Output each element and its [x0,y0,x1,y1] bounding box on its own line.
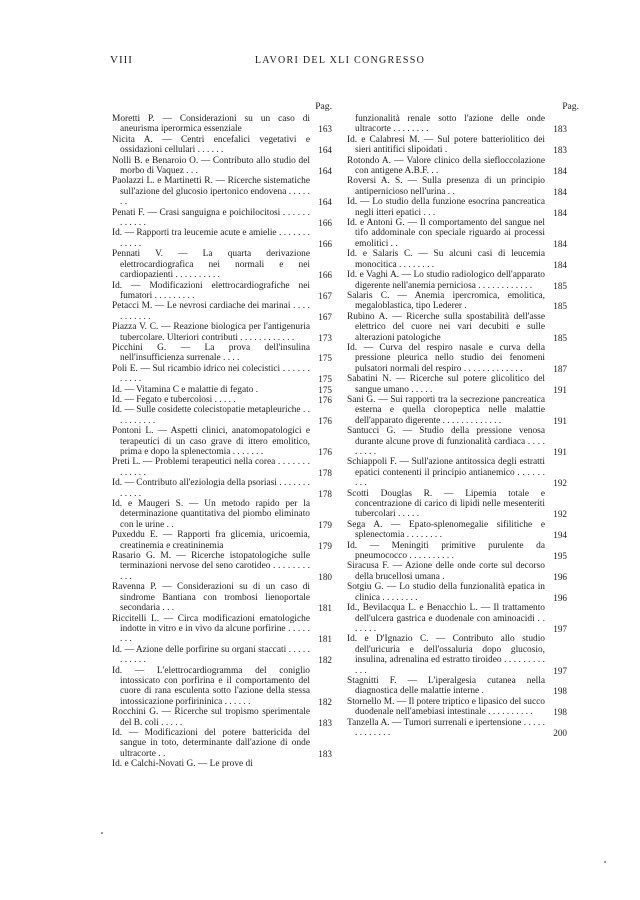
index-entry [347,197,567,218]
entry-text: Sotgiu G. — Lo studio della funzionalità epatica in clinica . . . . . . . . [347,582,545,603]
entry-text: Rasario G. M. — Ricerche istopatologiche sulle terminazioni nervose del seno carotideo . . . . . . . . . . . [112,551,310,582]
index-column-right [347,100,579,738]
entry-text: Sani G. — Sui rapporti tra la secrezione pancreatica esterna e quella cloropeptica nelle malattie dell'apparato digerente . . . . . . . . . . . . . [347,394,545,426]
entry-text: Id. — Modificazioni elettrocardiografiche nei fumatori . . . . . . . . . [112,280,310,301]
index-entry [347,676,567,697]
index-entry [347,426,567,457]
entry-text: Id. — Rapporti tra leucemie acute e amielie . . . . . . . . . . . . [112,228,310,249]
paper-speck [604,861,606,863]
entry-text: Scotti Douglas R. — Lipemia totale e concentrazione di carico di lipidi nelle mesenteriti tubercolari . . . . . [347,488,545,520]
entry-page-number: 200 [553,727,567,738]
index-entry [112,582,332,613]
entry-text: Id. — Sulle cosidette colecistopatie metapleuriche . . . . . . . . . . [112,405,310,426]
index-entry [347,374,567,395]
entry-page-number: 184 [553,259,567,270]
entry-page-number: 176 [318,415,332,426]
index-entry [112,405,332,426]
entry-text: Petacci M. — Le nevrosi cardiache dei marinai . . . . . . . . . . . [112,301,310,322]
index-entry [112,281,332,302]
entry-text: Id. — Lo studio della funzione esocrina pancreatica negli itteri epatici . . . [347,197,545,218]
index-entry [112,478,332,499]
index-entry [347,561,567,582]
entry-page-number: 192 [553,509,567,520]
index-entry [112,499,332,530]
entry-text: Stagnitti F. — L'iperalgesia cutanea nella diagnostica delle malattie interne . [347,675,545,697]
entry-text: Moretti P. — Considerazioni su un caso di aneurisma iperormica essenziale [112,114,310,135]
entry-page-number: 195 [553,551,567,562]
index-entry [347,697,567,718]
entry-text: Roversi A. S. — Sulla presenza di un principio antipernicioso nell'urina . . [347,176,545,197]
index-entry [112,176,332,207]
index-entry [112,135,332,156]
index-entry [112,322,332,343]
index-entry [112,208,332,229]
right-entries [347,114,567,738]
index-entry [347,520,567,541]
running-title: LAVORI DEL XLI CONGRESSO [254,55,426,66]
index-entry [347,249,567,270]
entry-text: funzionalità renale sotto l'azione delle onde ultracorte . . . . . . . . [355,114,545,135]
entry-text: Id. e Antoni G. — Il comportamento del sangue nel tifo addominale con speciale riguardo ai processi emolitici . . [347,218,545,249]
index-entry [347,718,567,739]
entry-page-number: 183 [553,145,567,156]
index-entry [347,395,567,426]
entry-text: Salaris C. — Anemia ipercromica, emolitica, megaloblastica, tipo Lederer . [347,290,545,312]
entry-page-number: 179 [318,519,332,530]
entry-page-number: 178 [318,488,332,499]
entry-text: Pennati V. — La quarta derivazione elettrocardiografica nei normali e nei cardiopazienti . . . . . . . . . . [112,249,310,281]
entry-text: Rubino A. — Ricerche sulla spostabilità dell'asse elettrico del cuore nei vari decubiti e sulle alterazioni patologiche [347,311,545,343]
entry-page-number: 166 [318,218,332,229]
index-entry [347,541,567,562]
entry-page-number: 197 [553,623,567,634]
page-number: VIII [110,54,133,66]
entry-text: Puxeddu E. — Rapporti fra glicemia, uricoemia, creatinemia e creatininemia [112,530,310,551]
entry-text: Id. — L'elettrocardiogramma del coniglio intossicato con porfirina e il comportamento del cuore di rana esculenta sotto l'azione della stessa intossicazione porfirininica . . . . . . [112,665,310,707]
index-entry [347,114,567,135]
index-entry [112,156,332,177]
entry-text: Picchini G. — La prova dell'insulina nell'insufficienza surrenale . . . . [112,342,310,364]
entry-text: Rotondo A. — Valore clinico della siefloccolazione con antigene A.B.F. . . [347,155,545,177]
entry-page-number: 173 [318,332,332,343]
entry-page-number: 176 [318,447,332,457]
entry-page-number: 183 [318,717,332,728]
index-entry [112,343,332,364]
index-column-left [112,100,332,770]
entry-text: Id. e D'Ignazio C. — Contributo allo studio dell'uricuria e dell'ossaluria dopo glucosio, insulina, adrenalina ed estratto tiroideo . . . . . . . . . . . . [347,634,545,676]
entry-text: Id. — Modificazioni del potere battericida del sangue in toto, determinante dall'azione di onde ultracorte . . [112,727,310,759]
index-entry [112,301,332,322]
entry-text: Schiappoli F. — Sull'azione antitossica degli estratti epatici contenenti il principio antianemico . . . . . . . . . [347,457,545,489]
index-entry [347,291,567,312]
entry-text: Riccitelli L. — Circa modificazioni ematologiche indotte in vitro e in vivo da alcune porfirine . . . . . . . . [112,613,310,645]
entry-page-number: 184 [553,238,567,249]
entry-text: Siracusa F. — Azione delle onde corte sul decorso della brucellosi umana . [347,561,545,582]
entry-text: Id. e Calabresi M. — Sul potere batteriolitico dei sieri antitifici slipoidati . [347,134,545,156]
entry-page-number: 184 [553,166,567,177]
entry-page-number: 181 [318,634,332,645]
entry-page-number: 175 [318,353,332,364]
pag-label-right: Pag. [562,101,579,112]
entry-page-number: 196 [553,571,567,582]
index-entry [112,457,332,478]
entry-text: Id. — Curva del respiro nasale e curva della pressione pleurica nello studio dei fenomeni pulsatori normali del respiro . . . . . . . . . . . . . [347,342,545,374]
entry-text: Nicita A. — Centri encefalici vegetativi e ossidazioni cellulari . . . . . . [112,134,310,156]
index-entry [347,489,567,520]
index-entry [112,530,332,551]
index-entry [347,343,567,374]
index-entry [347,176,567,197]
entry-page-number: 176 [318,394,332,405]
entry-page-number: 198 [553,686,567,697]
entry-text: Id. e Salaris C. — Su alcuni casi di leucemia monocitica . . . . . . . . [347,249,545,270]
entry-text: Paolazzi L. e Martinetti R. — Ricerche sistematiche sull'azione del glucosio ipertonico endovena . . . . . . . [112,176,310,208]
entry-text: Id. e Vaghi A. — Lo studio radiologico dell'apparato digerente nell'anemia perniciosa . . . . . . . . . . . . [347,270,545,291]
paper-speck [101,832,103,834]
index-entry [347,634,567,676]
entry-text: Id. e Calchi-Novati G. — Le prove di [112,759,253,770]
entry-page-number: 184 [553,207,567,218]
entry-text: Stornello M. — Il potere triptico e lipasico del succo duodenale nell'amebiasi intestinale . . . . . . . . . . [347,696,545,718]
entry-page-number: 163 [318,124,332,135]
entry-page-number: 194 [553,530,567,541]
entry-text: Poli E. — Sul ricambio idrico nei colecistici . . . . . . . . . . . [112,363,310,385]
index-entry [112,645,332,666]
entry-text: Santucci G. — Studio della pressione venosa durante alcune prove di funzionalità cardiaca . . . . . . . . . [347,426,545,457]
entry-page-number: 198 [553,707,567,718]
entry-text: Pontoni L. — Aspetti clinici, anatomopatologici e terapeutici di un caso grave di ittero emolitico, prima e dopo la splenectomia . . . . . . . [112,426,310,457]
entry-page-number: 191 [553,447,567,457]
entry-page-number: 178 [318,467,332,478]
index-entry [112,759,332,769]
left-entries [112,114,332,770]
entry-page-number: 167 [318,290,332,301]
index-entry [112,426,332,457]
entry-text: Sega A. — Epato-splenomegalie sifilitiche e splenectomia . . . . . . . . [347,519,545,541]
entry-page-number: 185 [553,280,567,291]
entry-page-number: 183 [553,124,567,135]
entry-page-number: 187 [553,363,567,374]
entry-text: Id. — Contributo all'eziologia della psoriasi . . . . . . . . . . . . [112,478,310,499]
entry-text: Id., Bevilacqua L. e Benacchio L. — Il trattamento dell'ulcera gastrica e duodenale con aminoacidi . . . . . . . [347,603,545,634]
entry-page-number: 182 [318,696,332,707]
entry-text: Ravenna P. — Considerazioni su di un caso di sindrome Bantiana con trombosi lienoportale secondaria . . . [112,582,310,614]
entry-page-number: 166 [318,238,332,249]
entry-page-number: 183 [318,748,332,759]
index-entry [112,551,332,582]
entry-text: Rocchini G. — Ricerche sul tropismo sperimentale del B. coli . . . . . [112,707,310,728]
index-entry [347,603,567,634]
index-entry [112,385,332,395]
entry-page-number: 196 [553,592,567,603]
entry-text: Nolli B. e Benaroio O. — Contributo allo studio del morbo di Vaquez . . . [112,155,310,177]
index-entry [112,707,332,728]
index-entry [112,614,332,645]
entry-text: Id. e Maugeri S. — Un metodo rapido per la determinazione quantitativa del piombo eliminato con le urine . . [112,499,310,530]
entry-text: Id. — Azione delle porfirine su organi staccati . . . . . . . . . . . [112,644,310,666]
index-entry [347,582,567,603]
entry-page-number: 164 [318,166,332,177]
entry-page-number: 164 [318,197,332,208]
entry-page-number: 175 [318,374,332,385]
entry-page-number: 191 [553,415,567,426]
entry-page-number: 175 [318,384,332,395]
entry-page-number: 180 [318,571,332,582]
entry-page-number: 197 [553,665,567,676]
entry-text: Piazza V. C. — Reazione biologica per l'antigenuria tubercolare. Ulteriori contributi . . . . . . . . . . . . [112,322,310,343]
index-entry [347,457,567,488]
entry-page-number: 181 [318,603,332,614]
entry-text: Penati F. — Crasi sanguigna e poichilocitosi . . . . . . . . . . . . [112,207,310,229]
entry-page-number: 185 [553,301,567,312]
page-header [110,54,570,74]
index-entry [112,395,332,405]
entry-page-number: 192 [553,478,567,489]
entry-page-number: 182 [318,655,332,666]
index-entry [347,218,567,249]
pag-label-left: Pag. [315,101,332,112]
entry-page-number: 179 [318,540,332,551]
index-entry [112,364,332,385]
entry-page-number: 164 [318,145,332,156]
index-entry [112,228,332,249]
index-entry [112,114,332,135]
entry-page-number: 184 [553,186,567,197]
index-entry [347,312,567,343]
index-entry [347,270,567,291]
entry-page-number: 185 [553,332,567,343]
entry-text: Preti L. — Problemi terapeutici nella corea . . . . . . . . . . . . . [112,457,310,478]
entry-page-number: 166 [318,270,332,281]
entry-text: Id. — Meningiti primitive purulente da pneumococco . . . . . . . . . . [347,540,545,562]
index-entry [112,666,332,708]
index-entry [347,156,567,177]
entry-text: Sabatini N. — Ricerche sul potere glicolitico del sangue umano . . . . . [347,374,545,395]
index-entry [112,249,332,280]
index-entry [112,728,332,759]
entry-text: Id. — Fegato e tubercolosi . . . . . [112,394,236,405]
entry-page-number: 191 [553,384,567,395]
entry-page-number: 167 [318,311,332,322]
entry-text: Id. — Vitamina C e malattie di fegato . [112,384,259,395]
entry-text: Tanzella A. — Tumori surrenali e ipertensione . . . . . . . . . . . . . [347,717,545,738]
index-entry [347,135,567,156]
